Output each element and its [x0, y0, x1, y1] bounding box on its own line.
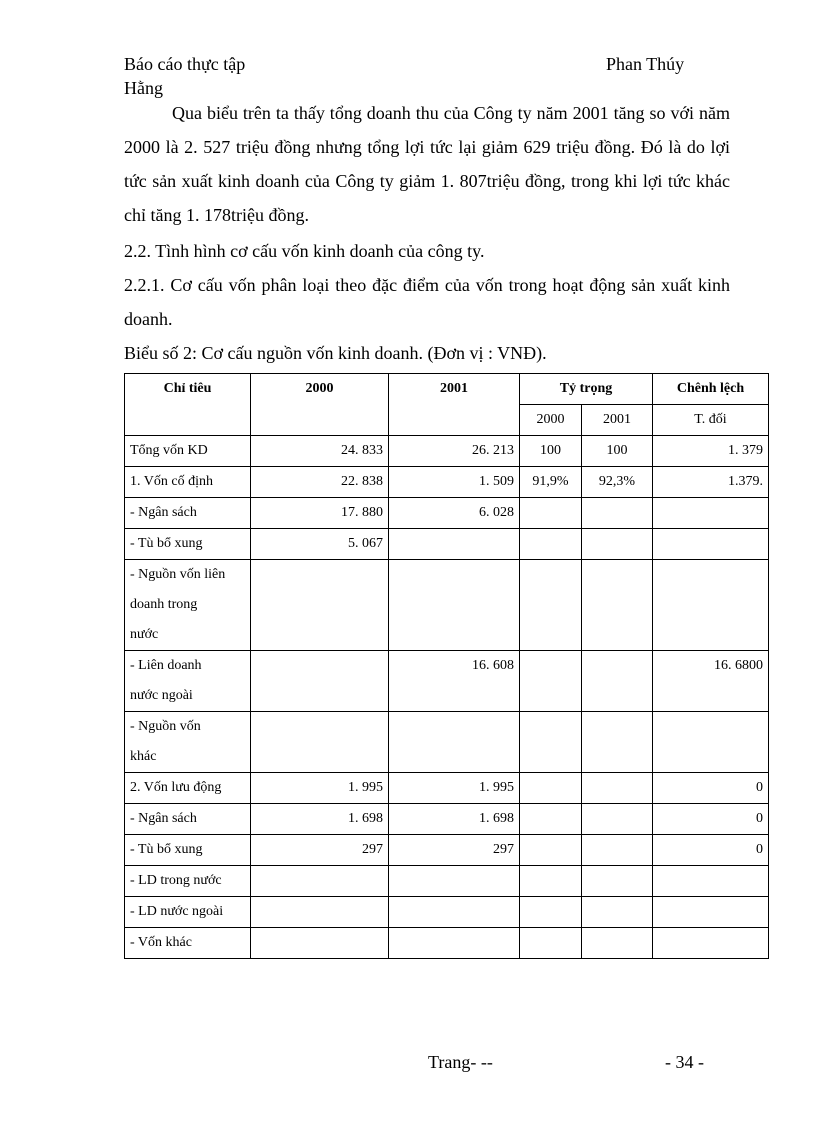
- cell-value-2000: 22. 838: [251, 467, 389, 498]
- cell-indicator: Tổng vốn KD: [125, 436, 251, 467]
- capital-structure-table: [124, 373, 769, 959]
- cell-difference: [653, 498, 769, 529]
- cell-value-2001: [389, 928, 520, 959]
- cell-proportion-2000: [520, 928, 582, 959]
- cell-indicator-line: - Nguồn vốn: [130, 719, 201, 734]
- cell-proportion-2000: [520, 498, 582, 529]
- cell-value-2000: 5. 067: [251, 529, 389, 560]
- cell-proportion-2001: [582, 866, 653, 897]
- table-row: [125, 560, 769, 651]
- cell-indicator-line: - Liên doanh: [130, 658, 202, 673]
- table-row: [125, 498, 769, 529]
- cell-value-2000: 24. 833: [251, 436, 389, 467]
- table-row: [125, 436, 769, 467]
- cell-proportion-2000: 91,9%: [520, 467, 582, 498]
- footer-page-number: - 34 -: [665, 1052, 704, 1072]
- cell-proportion-2001: [582, 529, 653, 560]
- cell-value-2000: [251, 712, 389, 773]
- table-row: [125, 928, 769, 959]
- cell-proportion-2001: 100: [582, 436, 653, 467]
- cell-value-2001: [389, 897, 520, 928]
- cell-value-2000: [251, 560, 389, 651]
- cell-value-2001: 297: [389, 835, 520, 866]
- cell-difference: [653, 712, 769, 773]
- cell-value-2000: 1. 698: [251, 804, 389, 835]
- cell-proportion-2001: [582, 773, 653, 804]
- cell-value-2001: 1. 509: [389, 467, 520, 498]
- subheader-cell-2001: 2001: [582, 405, 653, 436]
- cell-difference: 0: [653, 804, 769, 835]
- cell-proportion-2001: [582, 498, 653, 529]
- table-body: [125, 374, 769, 959]
- cell-indicator-line: nước ngoài: [130, 688, 193, 703]
- cell-proportion-2001: [582, 651, 653, 712]
- paragraph-revenue-analysis: [124, 96, 730, 232]
- footer-page-label: Trang- --: [428, 1052, 493, 1072]
- cell-proportion-2001: [582, 804, 653, 835]
- cell-indicator-line: khác: [130, 749, 157, 764]
- cell-proportion-2000: [520, 560, 582, 651]
- cell-indicator: 1. Vốn cố định: [125, 467, 251, 498]
- subheader-cell-absolute: T. đối: [653, 405, 769, 436]
- cell-difference: 0: [653, 773, 769, 804]
- paragraph-revenue-text: Qua biểu trên ta thấy tổng doanh thu của Công ty năm 2001 tăng so với năm 2000 là 2. 527 triệu đồng nhưng tổng lợi tức lại giảm 629 triệu đồng. Đó là do lợi tức sản xuất kinh doanh của Công ty giảm 1. 807triệu đồng, trong khi lợi tức khác chỉ tăng 1. 178triệu đồng.: [124, 103, 730, 225]
- cell-proportion-2001: [582, 560, 653, 651]
- cell-indicator: 2. Vốn lưu động: [125, 773, 251, 804]
- cell-proportion-2000: [520, 529, 582, 560]
- table-row: [125, 866, 769, 897]
- table-row: [125, 529, 769, 560]
- cell-indicator: [125, 712, 251, 773]
- cell-proportion-2000: [520, 804, 582, 835]
- cell-indicator: - Vốn khác: [125, 928, 251, 959]
- cell-difference: [653, 529, 769, 560]
- cell-proportion-2000: [520, 773, 582, 804]
- cell-proportion-2000: 100: [520, 436, 582, 467]
- cell-value-2001: 6. 028: [389, 498, 520, 529]
- cell-difference: [653, 928, 769, 959]
- header-cell-difference: Chênh lệch: [653, 374, 769, 405]
- cell-indicator: - Ngân sách: [125, 804, 251, 835]
- cell-difference: 1.379.: [653, 467, 769, 498]
- cell-value-2000: 297: [251, 835, 389, 866]
- cell-indicator: - Tù bổ xung: [125, 835, 251, 866]
- cell-value-2001: 1. 995: [389, 773, 520, 804]
- cell-indicator: - LD trong nước: [125, 866, 251, 897]
- cell-proportion-2000: [520, 651, 582, 712]
- cell-value-2001: [389, 712, 520, 773]
- cell-proportion-2000: [520, 866, 582, 897]
- cell-value-2001: 16. 608: [389, 651, 520, 712]
- cell-proportion-2000: [520, 712, 582, 773]
- cell-indicator: - Tù bổ xung: [125, 529, 251, 560]
- table-row: [125, 773, 769, 804]
- cell-value-2000: [251, 928, 389, 959]
- cell-proportion-2001: [582, 835, 653, 866]
- cell-proportion-2001: [582, 712, 653, 773]
- cell-value-2000: 1. 995: [251, 773, 389, 804]
- section-heading-2-2: 2.2. Tình hình cơ cấu vốn kinh doanh của công ty.: [124, 241, 485, 261]
- table-row: [125, 804, 769, 835]
- header-cell-2001: 2001: [389, 374, 520, 436]
- table-row: [125, 835, 769, 866]
- header-report-title: Báo cáo thực tập: [124, 54, 246, 74]
- cell-indicator-line: nước: [130, 627, 159, 642]
- cell-proportion-2001: [582, 928, 653, 959]
- header-author-name: Phan Thúy: [606, 54, 685, 74]
- header-cell-indicator: Chỉ tiêu: [125, 374, 251, 436]
- cell-indicator: - Ngân sách: [125, 498, 251, 529]
- cell-proportion-2001: [582, 897, 653, 928]
- table-row: [125, 651, 769, 712]
- header-cell-2000: 2000: [251, 374, 389, 436]
- cell-value-2000: 17. 880: [251, 498, 389, 529]
- cell-difference: 16. 6800: [653, 651, 769, 712]
- header-author-lastname: Hằng: [124, 78, 163, 98]
- cell-value-2001: 1. 698: [389, 804, 520, 835]
- cell-indicator: [125, 651, 251, 712]
- table-row: [125, 897, 769, 928]
- cell-difference: 0: [653, 835, 769, 866]
- cell-value-2001: 26. 213: [389, 436, 520, 467]
- cell-difference: 1. 379: [653, 436, 769, 467]
- cell-difference: [653, 866, 769, 897]
- subheader-cell-2000: 2000: [520, 405, 582, 436]
- table-header-row: [125, 374, 769, 405]
- header-cell-proportion: Tỷ trọng: [520, 374, 653, 405]
- cell-value-2000: [251, 866, 389, 897]
- cell-value-2001: [389, 560, 520, 651]
- cell-proportion-2000: [520, 897, 582, 928]
- cell-indicator-line: doanh trong: [130, 597, 198, 612]
- cell-value-2000: [251, 651, 389, 712]
- cell-indicator-line: - Nguồn vốn liên: [130, 567, 226, 582]
- cell-indicator: [125, 560, 251, 651]
- table-row: [125, 712, 769, 773]
- cell-difference: [653, 560, 769, 651]
- cell-value-2001: [389, 529, 520, 560]
- cell-value-2001: [389, 866, 520, 897]
- table-caption: Biểu số 2: Cơ cấu nguồn vốn kinh doanh. (Đơn vị : VNĐ).: [124, 343, 547, 363]
- cell-proportion-2000: [520, 835, 582, 866]
- section-heading-2-2-1: 2.2.1. Cơ cấu vốn phân loại theo đặc điểm của vốn trong hoạt động sản xuất kinh doanh.: [124, 275, 730, 329]
- cell-indicator: - LD nước ngoài: [125, 897, 251, 928]
- cell-proportion-2001: 92,3%: [582, 467, 653, 498]
- table-row: [125, 467, 769, 498]
- cell-value-2000: [251, 897, 389, 928]
- cell-difference: [653, 897, 769, 928]
